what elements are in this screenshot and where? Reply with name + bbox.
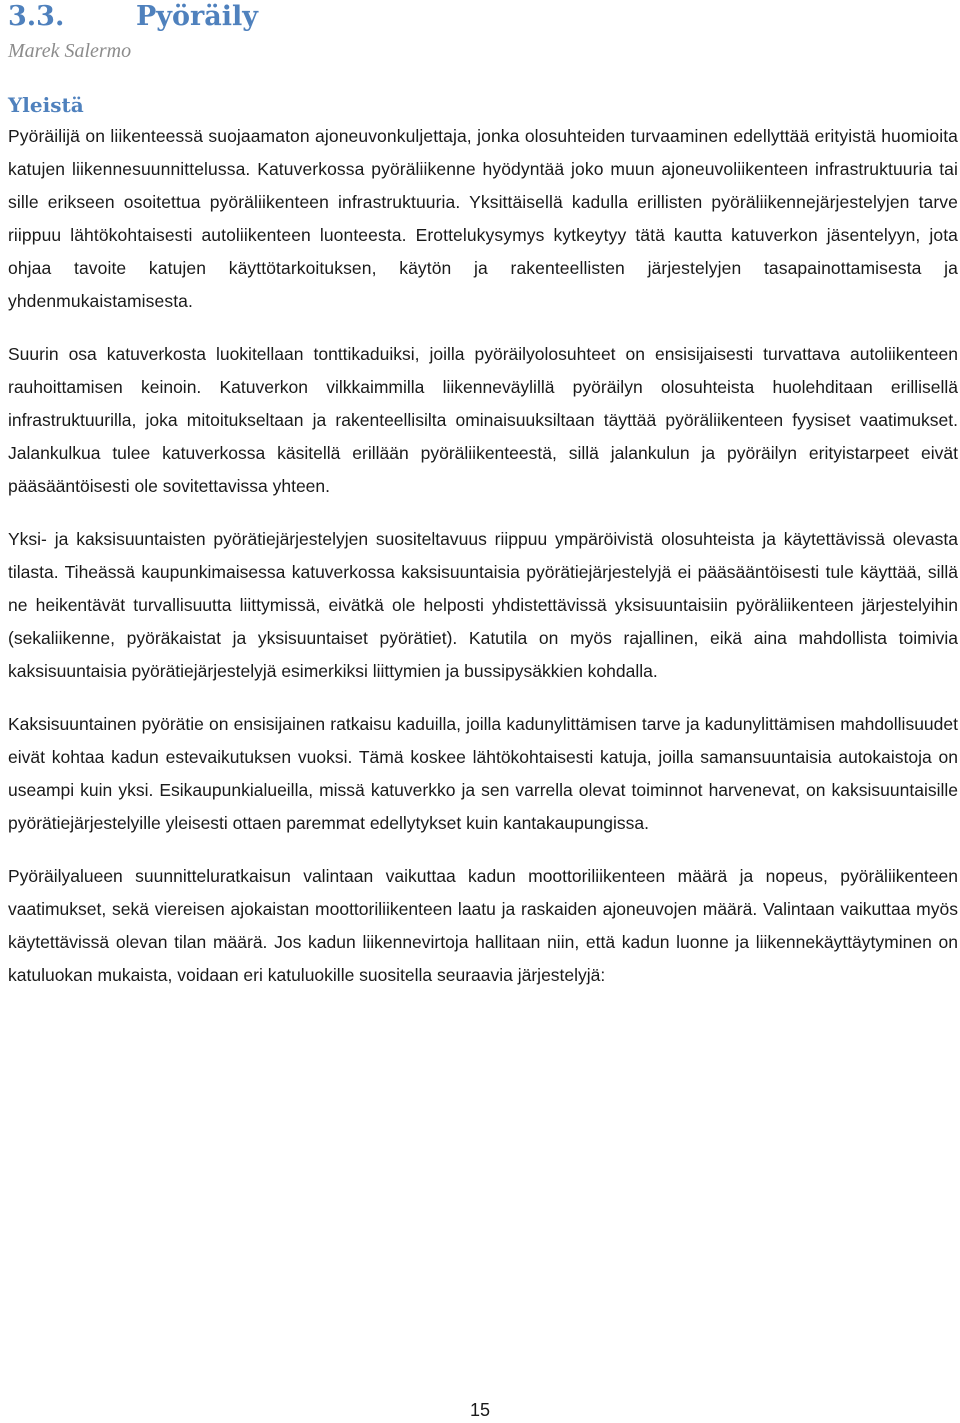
paragraph-4: Kaksisuuntainen pyörätie on ensisijainen ratkaisu kaduilla, joilla kadunylittämisen tarve ja kadunylittämisen mahdollisuudet eivät kohtaa kadun estevaikutuksen vuoksi. Tämä koskee lähtökohtaisesti katuja, joilla samansuuntaisia autokaistoja on useampi kuin yksi. Esikaupunkialueilla, missä katuverkko ja sen varrella olevat toiminnot harvenevat, on kaksisuuntaisille pyörätiejärjestelyille yleisesti ottaen paremmat edellytykset kuin kantakaupungissa. [8, 714, 958, 833]
author-name: Marek Salermo [8, 40, 132, 62]
page-number: 15 [469, 1400, 491, 1420]
section-number: 3.3. [8, 1, 65, 32]
subheading: Yleistä [8, 93, 84, 117]
paragraph-1: Pyöräilijä on liikenteessä suojaamaton ajoneuvonkuljettaja, jonka olosuhteiden turvaaminen edellyttää erityistä huomioita katujen liikennesuunnittelussa. Katuverkossa pyöräliikenne hyödyntää joko muun ajoneuvoliikenteen infrastruktuuria tai sille erikseen osoitettua pyöräliikenteen infrastruktuuria. Yksittäisellä kadulla erillisten pyöräliikennejärjestelyjen tarve riippuu lähtökohtaisesti autoliikenteen luonteesta. Erottelukysymys kytkeytyy tätä kautta katuverkon jäsentelyyn, jota ohjaa tavoite katujen käyttötarkoituksen, käytön ja rakenteellisten järjestelyjen tasapainottamisesta ja yhdenmukaistamisesta. [8, 126, 958, 311]
paragraph-2: Suurin osa katuverkosta luokitellaan tonttikaduiksi, joilla pyöräilyolosuhteet on ensisijaisesti turvattava autoliikenteen rauhoittamisen keinoin. Katuverkon vilkkaimmilla liikenneväylillä pyöräilyn olosuhteista huolehditaan erillisellä infrastruktuurilla, joka mitoitukseltaan ja rakenteellisilta ominaisuuksiltaan täyttää pyöräliikenteen fyysiset vaatimukset. Jalankulkua tulee katuverkossa käsitellä erillään pyöräliikenteestä, sillä jalankulun ja pyöräilyn erityistarpeet eivät pääsääntöisesti ole sovitettavissa yhteen. [8, 344, 958, 496]
paragraph-3: Yksi- ja kaksisuuntaisten pyörätiejärjestelyjen suositeltavuus riippuu ympäröivistä olosuhteista ja käytettävissä olevasta tilasta. Tiheässä kaupunkimaisessa katuverkossa kaksisuuntaisia pyörätiejärjestelyjä ei pääsääntöisesti tule käyttää, sillä ne heikentävät turvallisuutta liittymissä, eivätkä ole helposti yhdistettävissä yksisuuntaisiin pyöräliikenteen järjestelyihin (sekaliikenne, pyöräkaistat ja yksisuuntaiset pyörätiet). Katutila on myös rajallinen, eikä aina mahdollista toimivia kaksisuuntaisia pyörätiejärjestelyjä esimerkiksi liittymien ja bussipysäkkien kohdalla. [8, 529, 958, 681]
section-heading [8, 0, 958, 34]
paragraph-5: Pyöräilyalueen suunnitteluratkaisun valintaan vaikuttaa kadun moottoriliikenteen määrä ja nopeus, pyöräliikenteen vaatimukset, sekä viereisen ajokaistan moottoriliikenteen laatu ja raskaiden ajoneuvojen määrä. Valintaan vaikuttaa myös käytettävissä olevan tilan määrä. Jos kadun liikennevirtoja hallitaan niin, että kadun luonne ja liikennekäyttäytyminen on katuluokan mukaista, voidaan eri katuluokille suositella seuraavia järjestelyjä: [8, 866, 958, 985]
document-page [8, 0, 958, 992]
section-title: Pyöräily [136, 1, 258, 32]
